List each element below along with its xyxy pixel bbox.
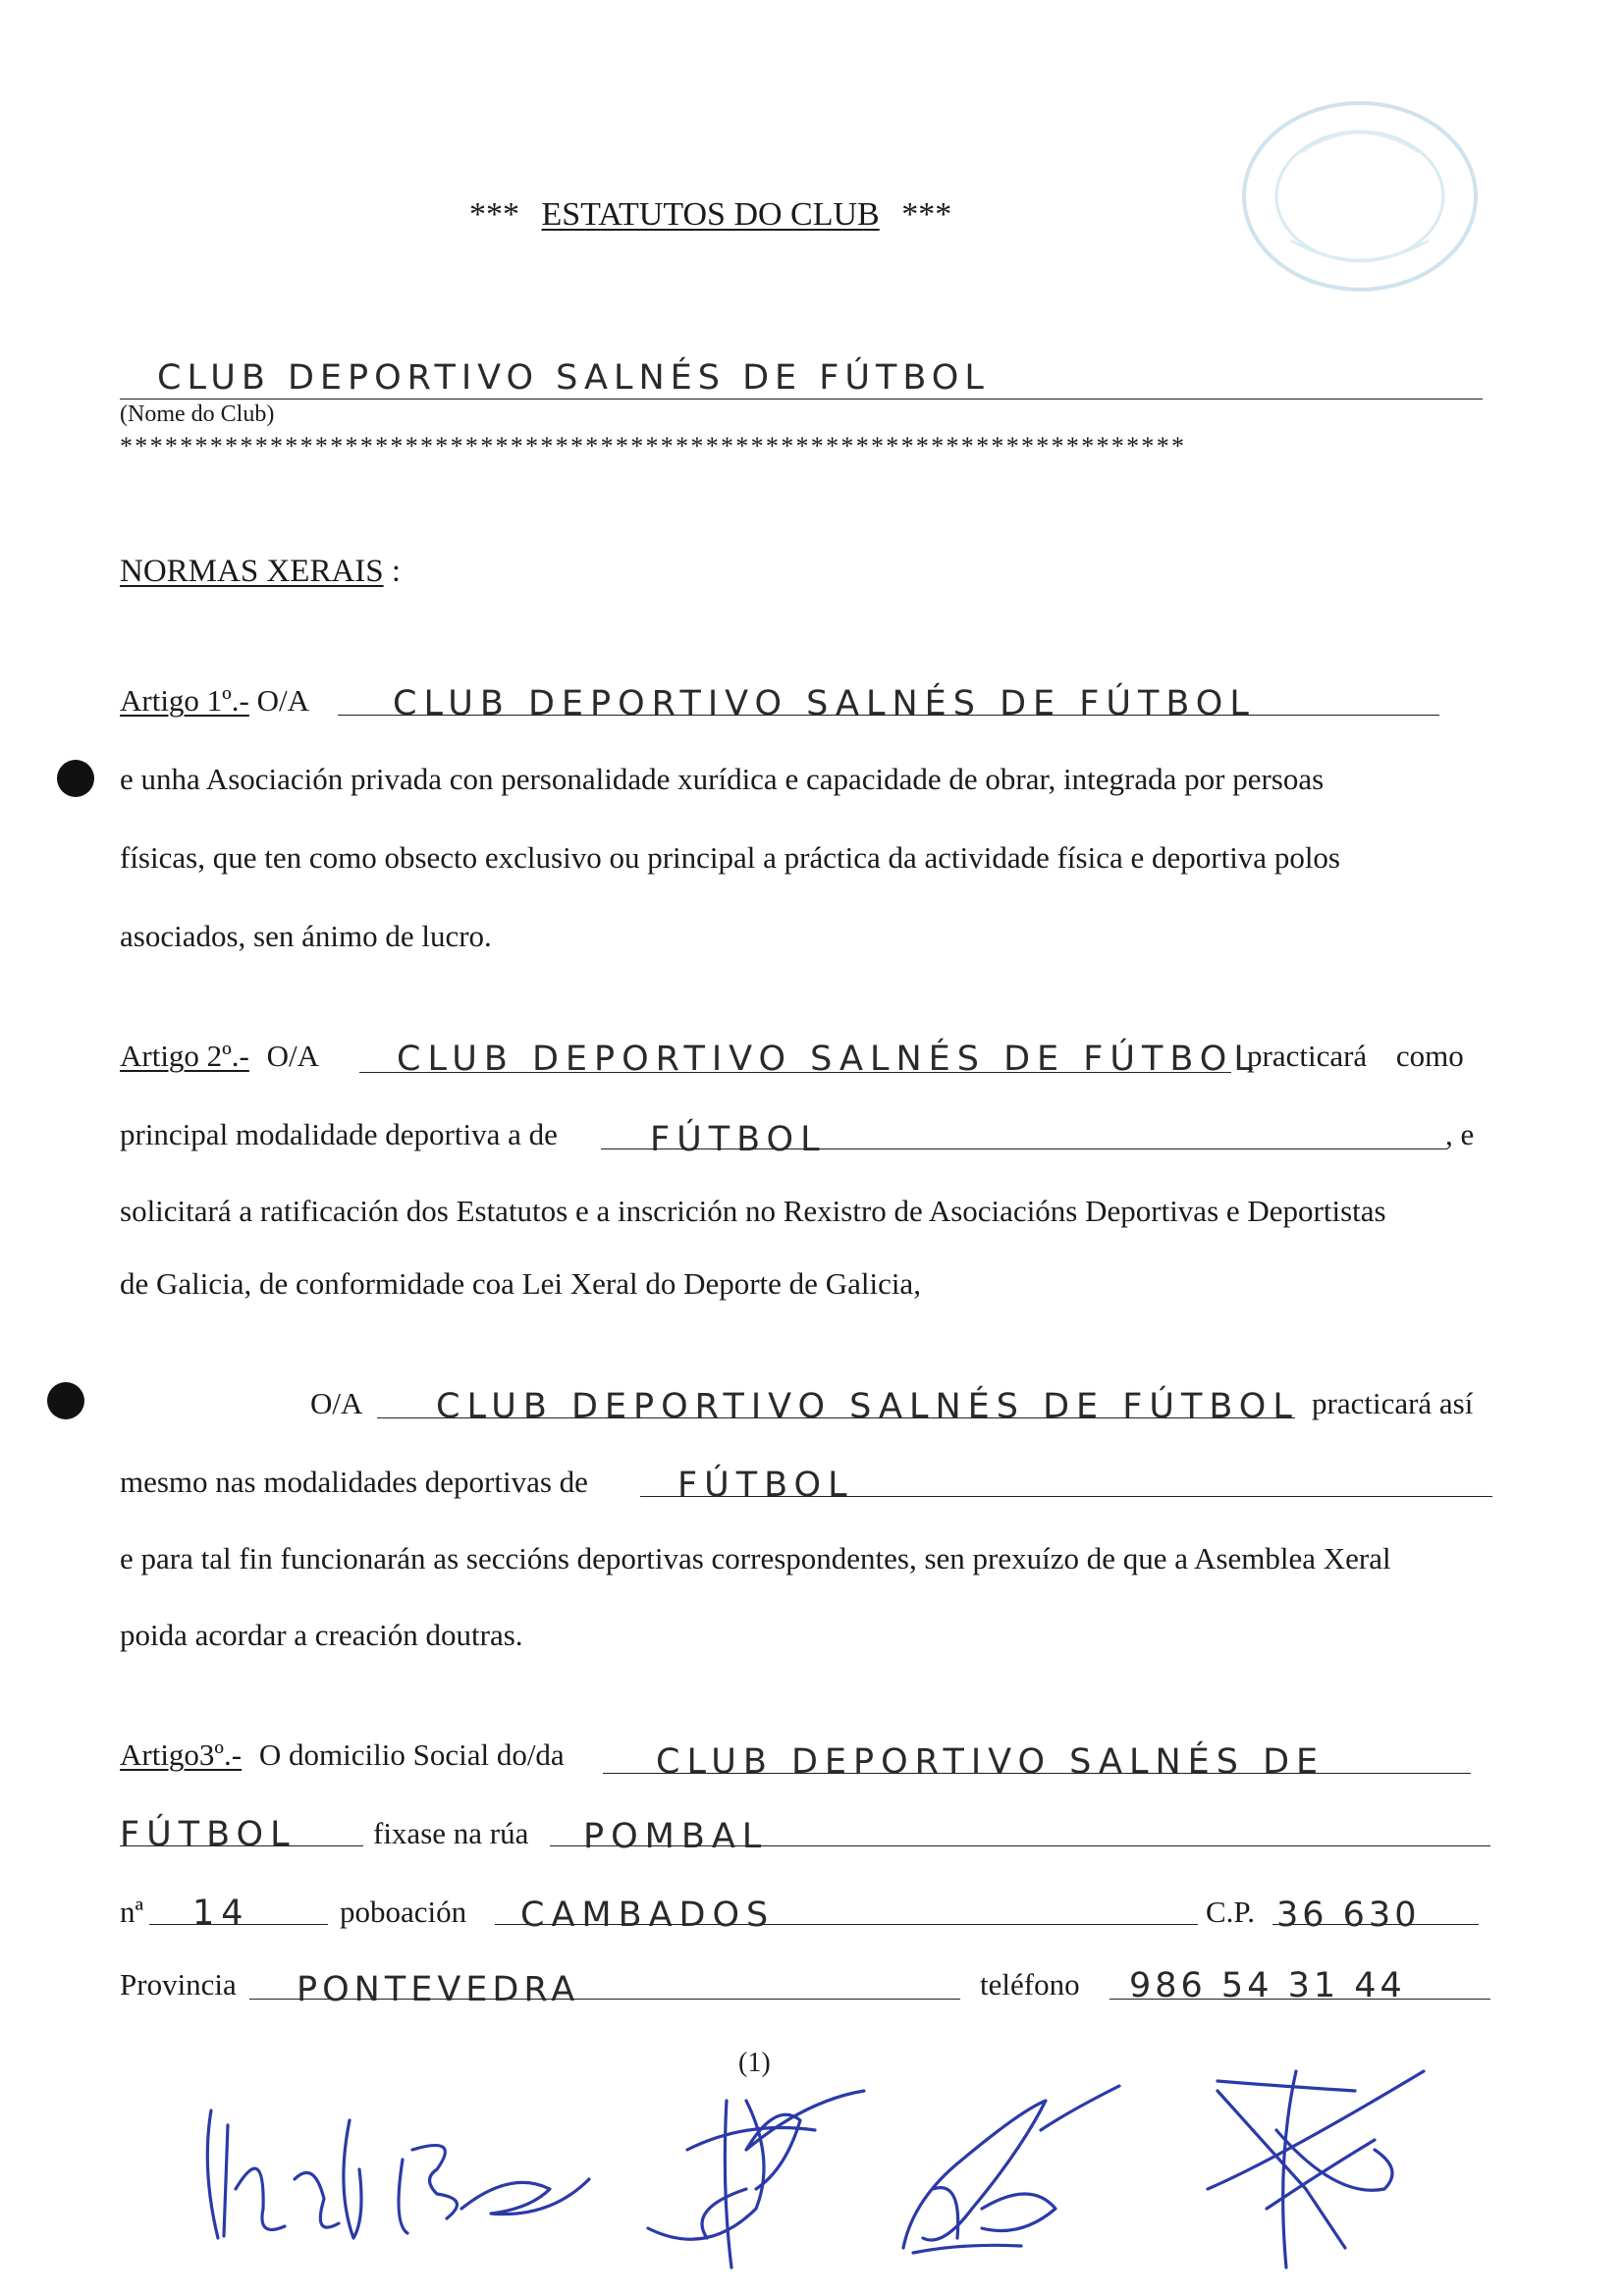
section-heading-colon: : [391,554,402,589]
club-name-line [120,399,1483,400]
section-heading [120,556,401,588]
club-name-value: CLUB DEPORTIVO SALNÉS DE FÚTBOL [157,358,990,398]
artigo3-numero: 14 [192,1894,250,1933]
artigo3-rua-label: fixase na rúa [373,1816,529,1850]
bullet-1 [57,760,94,797]
artigo3-numero-label: nª [120,1895,144,1929]
title-text: ESTATUTOS DO CLUB [541,196,880,233]
artigo2-line4: de Galicia, de conformidade coa Lei Xeral do Deporte de Galicia, [120,1266,921,1301]
artigo1-heading [120,685,309,716]
artigo2-p2-line2-prefix: mesmo nas modalidades deportivas de [120,1465,588,1499]
signature-5 [1208,2071,1424,2268]
artigo3-cp-label: C.P. [1206,1895,1255,1929]
club-name-caption: (Nome do Club) [120,401,275,427]
artigo2-prefix: O/A [266,1039,320,1073]
artigo1-line1: e unha Asociación privada con personalidade xurídica e capacidade de obrar, integrada por persoas [120,762,1325,796]
artigo3-rua: POMBAL [583,1817,769,1856]
signature-3 [648,2091,864,2268]
artigo2-modalidade: FÚTBOL [650,1120,827,1159]
artigo3-prefix: O domicilio Social do/da [258,1737,565,1772]
page-number: (1) [738,2048,771,2078]
artigo2-heading [120,1041,319,1071]
artigo2-label: Artigo 2º.- [120,1039,249,1073]
artigo2-p2-line3: e para tal fin funcionarán as seccións deportivas correspondentes, sen prexuízo de que a Asemblea Xeral [120,1541,1391,1575]
artigo3-club-part1: CLUB DEPORTIVO SALNÉS DE [656,1742,1325,1782]
artigo2-p2-suffix: practicará así [1312,1386,1474,1420]
artigo3-provincia-label: Provincia [120,1967,237,2002]
artigo2-line3: solicitará a ratificación dos Estatutos e a inscrición no Rexistro de Asociacións Deportivas e Deportistas [120,1194,1386,1228]
artigo1-prefix: O/A [256,683,310,718]
artigo2-p2-modalidades: FÚTBOL [677,1466,854,1505]
artigo3-telefono: 986 54 31 44 [1129,1966,1406,2005]
artigo3-telefono-label: teléfono [980,1967,1080,2002]
stamp-seal [1232,93,1488,299]
signature-2 [399,2146,589,2234]
artigo1-club: CLUB DEPORTIVO SALNÉS DE FÚTBOL [393,684,1256,723]
artigo3-poboacion: CAMBADOS [520,1896,776,1935]
signature-1 [207,2110,361,2238]
artigo1-line3: asociados, sen ánimo de lucro. [120,919,492,953]
title-stars-right: *** [901,196,952,233]
artigo2-p2-club: CLUB DEPORTIVO SALNÉS DE FÚTBOL [436,1387,1299,1426]
artigo3-provincia: PONTEVEDRA [297,1970,580,2009]
artigo2-p2-prefix: O/A [310,1386,363,1420]
artigo2-modalidade-prefix: principal modalidade deportiva a de [120,1117,558,1151]
artigo3-heading [120,1739,565,1770]
document-title [469,198,951,232]
artigo3-poboacion-label: poboación [340,1895,467,1929]
artigo1-line2: físicas, que ten como obsecto exclusivo ou principal a práctica da actividade física e deportiva polos [120,840,1340,875]
artigo3-label: Artigo3º.- [120,1737,243,1772]
title-stars-left: *** [469,196,519,233]
artigo1-label: Artigo 1º.- [120,683,249,718]
separator-stars: *********************************************************************** [120,432,1187,460]
artigo2-club: CLUB DEPORTIVO SALNÉS DE FÚTBOL [397,1040,1260,1079]
artigo3-club-part2: FÚTBOL [120,1815,297,1854]
artigo2-p2-line4: poida acordar a creación doutras. [120,1618,523,1652]
bullet-2 [47,1382,84,1419]
artigo2-modalidade-suffix: , e [1445,1117,1475,1151]
section-heading-text: NORMAS XERAIS [120,554,384,589]
artigo3-cp: 36 630 [1276,1896,1421,1935]
artigo2-suffix: practicará como [1247,1039,1464,1073]
signature-4 [903,2086,1119,2253]
